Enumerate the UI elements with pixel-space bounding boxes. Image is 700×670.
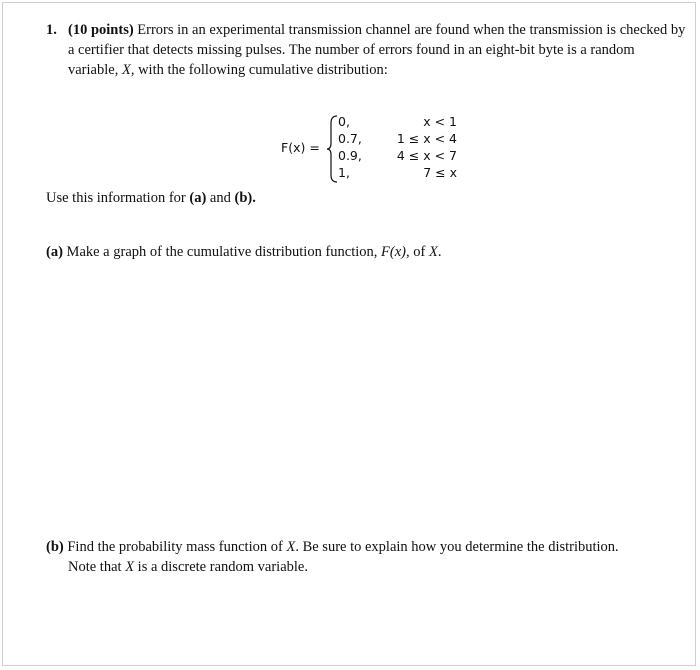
left-brace <box>326 115 338 183</box>
part-a <box>46 242 441 262</box>
part-b-note: Note that <box>68 559 126 575</box>
cdf-equation <box>281 113 481 185</box>
part-b-line-2 <box>68 557 686 577</box>
use-info-a: (a) <box>189 190 207 206</box>
part-a-label: (a) <box>46 244 63 260</box>
problem-1 <box>46 20 686 80</box>
case-values <box>338 113 362 181</box>
part-a-fx: F(x) <box>381 244 406 260</box>
use-info-line <box>46 188 256 208</box>
part-b-text-end: . Be sure to explain how you determine the distribution. <box>295 539 619 555</box>
problem-number: 1. <box>46 22 57 38</box>
case-conditions <box>389 113 457 181</box>
case-value: 0.9, <box>338 148 362 163</box>
part-b-note-end: is a discrete random variable. <box>134 559 308 575</box>
part-b-text: Find the probability mass function of <box>63 539 287 555</box>
case-condition: 7 ≤ x <box>423 165 457 180</box>
use-info-text: Use this information for <box>46 190 190 206</box>
use-info-b: (b). <box>234 190 256 206</box>
part-a-x: X <box>428 244 438 260</box>
problem-statement <box>68 20 686 80</box>
part-a-text-end: . <box>437 244 442 260</box>
part-b-x2: X <box>125 559 135 575</box>
case-condition: 4 ≤ x < 7 <box>396 148 457 163</box>
problem-intro: Errors in an experimental transmission channel are found when the transmission is checked by a certifier that detects missing pulses. The number of errors found in an eight-bit byte is a random variable, <box>68 22 686 78</box>
use-info-and: and <box>206 190 235 206</box>
part-b-x: X <box>286 539 296 555</box>
variable-x: X <box>121 62 131 78</box>
case-value: 0, <box>338 114 350 129</box>
part-b-line-1 <box>46 537 686 557</box>
case-condition: 1 ≤ x < 4 <box>396 131 457 146</box>
part-a-text: Make a graph of the cumulative distribution function, <box>62 244 382 260</box>
problem-points: (10 points) <box>68 22 134 38</box>
part-a-text-mid: , of <box>406 244 429 260</box>
part-b <box>46 537 686 577</box>
part-b-label: (b) <box>46 539 64 555</box>
problem-intro-end: , with the following cumulative distribution: <box>130 62 388 78</box>
case-value: 1, <box>338 165 350 180</box>
case-condition: x < 1 <box>423 114 457 129</box>
case-value: 0.7, <box>338 131 362 146</box>
equation-lhs: F(x) = <box>281 140 320 155</box>
